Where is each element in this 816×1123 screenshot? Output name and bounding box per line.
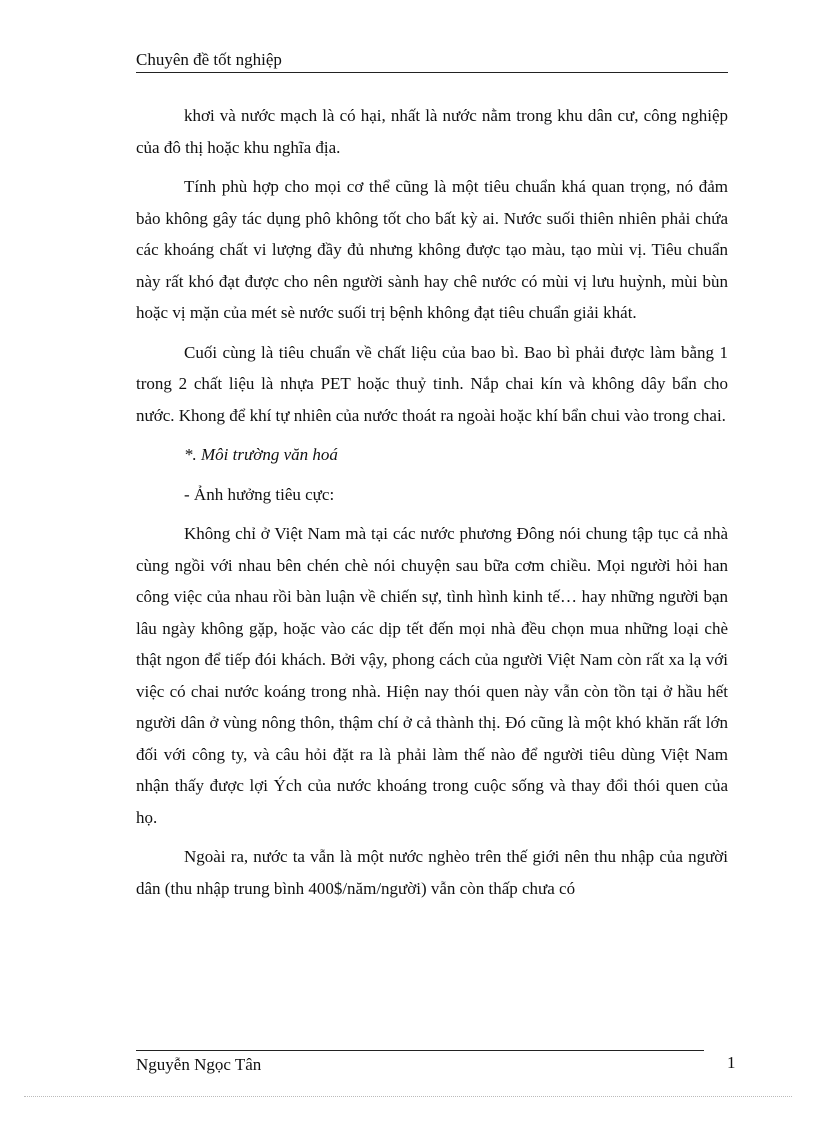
header-title: Chuyên đề tốt nghiệp	[136, 50, 282, 69]
page-header	[136, 50, 728, 73]
paragraph: Tính phù hợp cho mọi cơ thể cũng là một tiêu chuẩn khá quan trọng, nó đảm bảo không gây tác dụng phô không tốt cho bất kỳ ai. Nước suối thiên nhiên phải chứa các khoáng chất vi lượng đầy đủ nhưng không được tạo màu, tạo mùi vị. Tiêu chuẩn này rất khó đạt được cho nên người sành hay chê nước có mùi vị lưu huỳnh, mùi bùn hoặc vị mặn của mét sè nước suối trị bệnh không đạt tiêu chuẩn giải khát.	[136, 177, 728, 322]
paragraph: Cuối cùng là tiêu chuẩn về chất liệu của bao bì. Bao bì phải được làm bằng 1 trong 2 chất liệu là nhựa PET hoặc thuỷ tinh. Nắp chai kín và không dây bẩn cho nước. Khong để khí tự nhiên của nước thoát ra ngoài hoặc khí bẩn chui vào trong chai.	[136, 342, 728, 425]
footer-divider	[136, 1050, 704, 1051]
page-bottom-border	[24, 1096, 792, 1097]
section-heading: *. Môi trường văn hoá	[184, 445, 338, 464]
paragraph: khơi và nước mạch là có hại, nhất là nước nằm trong khu dân cư, công nghiệp của đô thị hoặc khu nghĩa địa.	[136, 106, 728, 157]
document-body	[136, 100, 728, 912]
page-number: 1	[727, 1053, 736, 1072]
footer-author: Nguyễn Ngọc Tân	[136, 1055, 262, 1074]
paragraph: Không chỉ ở Việt Nam mà tại các nước phương Đông nói chung tập tục cả nhà cùng ngồi với nhau bên chén chè nói chuyện sau bữa cơm chiều. Mọi người hỏi han công việc của nhau rồi bàn luận về chiến sự, tình hình kinh tế… hay những người bạn lâu ngày không gặp, hoặc vào các dịp tết đến mọi nhà đều chọn mua những loại chè thật ngon để tiếp đói khách. Bởi vậy, phong cách của người Việt Nam còn rất xa lạ với việc có chai nước koáng trong nhà. Hiện nay thói quen này vẫn còn tồn tại ở hầu hết người dân ở vùng nông thôn, thậm chí ở cả thành thị. Đó cũng là một khó khăn rất lớn đối với công ty, và câu hỏi đặt ra là phải làm thế nào để người tiêu dùng Việt Nam nhận thấy được lợi Ých của nước khoáng trong cuộc sống và thay đổi thói quen của họ.	[136, 524, 728, 827]
paragraph: Ngoài ra, nước ta vẫn là một nước nghèo trên thế giới nên thu nhập của người dân (thu nhập trung bình 400$/năm/người) vẫn còn thấp chưa có	[136, 847, 728, 898]
subsection-heading: - Ảnh hưởng tiêu cực:	[184, 484, 335, 504]
